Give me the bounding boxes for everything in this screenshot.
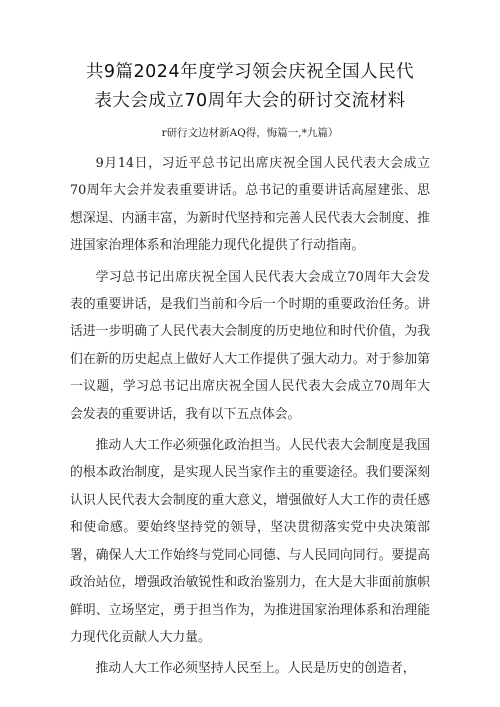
title-line-1: 共9篇2024年度学习领会庆祝全国人民代 bbox=[85, 62, 415, 82]
document-body bbox=[70, 150, 430, 683]
paragraph-4: 推动人大工作必须坚持人民至上。人民是历史的创造者， bbox=[95, 661, 416, 677]
document-subtitle: r研行文边材新AQ得，悔篇一,*九篇） bbox=[161, 127, 339, 139]
paragraph-2: 学习总书记出席庆祝全国人民代表大会成立70周年大会发表的重要讲话，是我们当前和今后一个时期的重要政治任务。讲话进一步明确了人民代表大会制度的历史地位和时代价值，为我们在新的历史起点上做好人大工作提供了强大动力。对于参加第一议题，学习总书记出席庆祝全国人民代表大会成立70周年大会发表的重要讲话，我有以下五点体会。 bbox=[70, 269, 430, 422]
title-line-2: 表大会成立70周年大会的研讨交流材料 bbox=[94, 91, 406, 111]
paragraph-1: 9月14日，习近平总书记出席庆祝全国人民代表大会成立70周年大会并发表重要讲话。总书记的重要讲话高屋建张、思想深逞、内涵丰富，为新时代坚持和完善人民代表大会制度、推进国家治理体系和治理能力现代化提供了行动指南。 bbox=[70, 156, 430, 254]
paragraph-3: 推动人大工作必须强化政治担当。人民代表大会制度是我国的根本政治制度，是实现人民当家作主的重要途径。我们要深刻认识人民代表大会制度的重大意义，增强做好人大工作的责任感和使命感。要始终坚持党的领导，坚决贯彻落实党中央决策部署，确保人大工作始终与党同心同德、与人民同向同行。要提高政治站位，增强政治敏锐性和政治鉴别力，在大是大非面前旗帜鲜明、立场坚定，勇于担当作为，为推进国家治理体系和治理能力现代化贡献人大力量。 bbox=[70, 438, 430, 645]
document-title bbox=[60, 58, 440, 116]
